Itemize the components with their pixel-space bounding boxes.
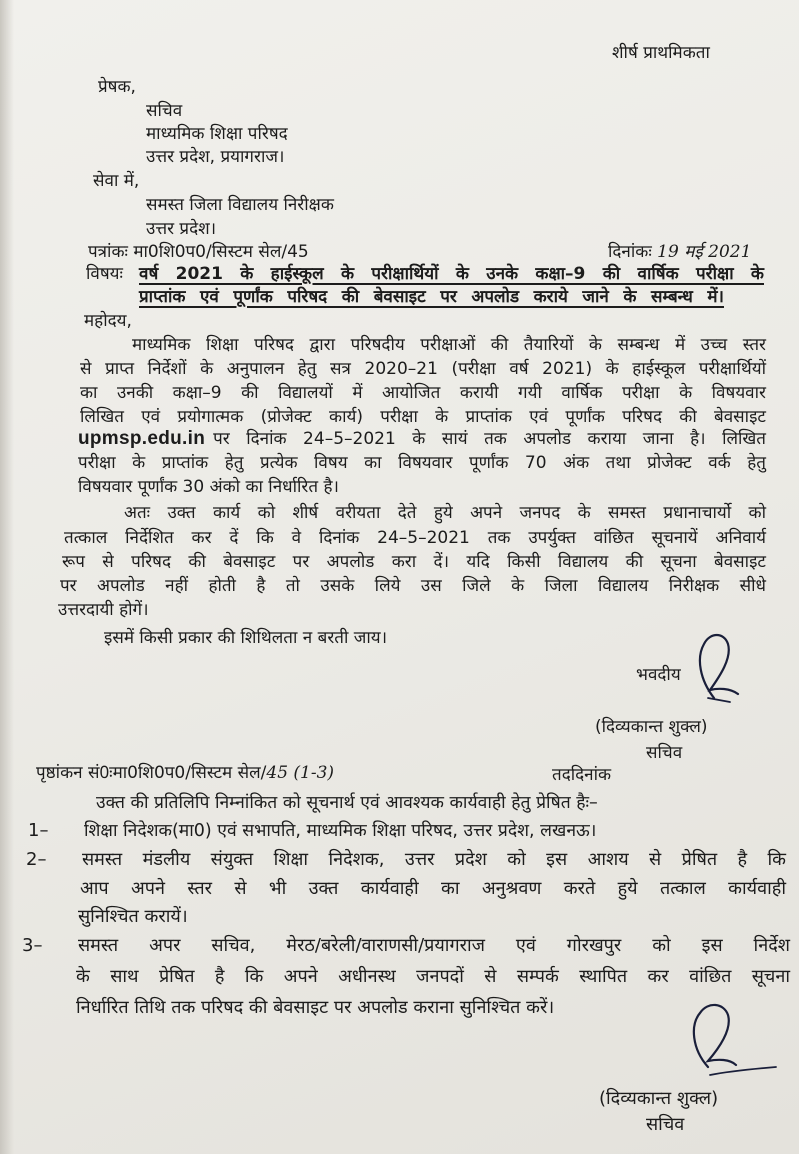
reference-label: पत्रांकः bbox=[88, 242, 128, 262]
signature-2 bbox=[680, 995, 780, 1085]
letter-date bbox=[608, 241, 751, 263]
sender-label: प्रेषक, bbox=[98, 77, 136, 97]
body-line: लिखित एवं प्रयोगात्मक (प्रोजेक्ट कार्य) परीक्षा के प्राप्तांक एवं पूर्णांक परिषद की बेवसाइट bbox=[80, 407, 766, 427]
recipient-label: सेवा में, bbox=[93, 171, 140, 191]
item-number: 3– bbox=[22, 935, 43, 956]
endorsement-intro: उक्त की प्रतिलिपि निम्नांकित को सूचनार्थ एवं आवश्यक कार्यवाही हेतु प्रेषित हैः– bbox=[96, 793, 598, 813]
subject-line: वर्ष 2021 के हाईस्कूल के परीक्षार्थियों के उनके कक्षा–9 की वार्षिक परीक्षा के bbox=[139, 264, 764, 284]
item-number: 2– bbox=[26, 849, 47, 870]
salutation: महोदय, bbox=[84, 311, 132, 331]
item-line: के साथ प्रेषित है कि अपने अधीनस्थ जनपदों से सम्पर्क स्थापित कर वांछित सूचना bbox=[76, 966, 790, 987]
endorsement-label: पृष्ठांकन सं0ःमा0शि0प0/सिस्टम सेल/ bbox=[36, 763, 267, 783]
subject-line: प्राप्तांक एवं पूर्णांक परिषद की बेवसाइट पर अपलोड कराये जाने के सम्बन्ध में। bbox=[139, 287, 724, 307]
item-line: आप अपने स्तर से भी उक्त कार्यवाही का अनुश्रवण करते हुये तत्काल कार्यवाही bbox=[80, 878, 786, 899]
priority-label: शीर्ष प्राथमिकता bbox=[612, 43, 710, 63]
endorsement-handwritten-number: 45 (1-3) bbox=[266, 763, 335, 783]
body-line: इसमें किसी प्रकार की शिथिलता न बरती जाय। bbox=[104, 628, 388, 648]
item-line: समस्त मंडलीय संयुक्त शिक्षा निदेशक, उत्तर प्रदेश को इस आशय से प्रेषित है कि bbox=[82, 849, 786, 870]
recipient-line: समस्त जिला विद्यालय निरीक्षक bbox=[146, 195, 334, 215]
sender-line: माध्यमिक शिक्षा परिषद bbox=[146, 124, 288, 144]
item-line: सुनिश्चित करायें। bbox=[78, 906, 188, 927]
signatory-title: सचिव bbox=[646, 743, 683, 763]
body-line: पर अपलोड नहीं होती है तो उसके लिये उस जिले के जिला विद्यालय निरीक्षक सीधे bbox=[60, 576, 766, 596]
website-url: upmsp.edu.in bbox=[78, 428, 206, 449]
body-line: अतः उक्त कार्य को शीर्ष वरीयता देते हुये अपने जनपद के समस्त प्रधानाचार्यो को bbox=[124, 503, 766, 523]
signature-1 bbox=[690, 628, 750, 708]
body-line: से प्राप्त निर्देशों के अनुपालन हेतु सत्र 2020–21 (परीक्षा वर्ष 2021) के हाईस्कूल परीक्षार्थियों bbox=[80, 359, 766, 379]
endorsement-ref bbox=[36, 762, 334, 784]
date-value: 19 मई 2021 bbox=[657, 242, 752, 262]
closing: भवदीय bbox=[636, 665, 681, 685]
body-line-url bbox=[78, 428, 766, 450]
item-number: 1– bbox=[28, 820, 49, 841]
signatory-name: (दिव्यकान्त शुक्ल) bbox=[599, 1088, 719, 1109]
body-line: तत्काल निर्देशित कर दें कि वे दिनांक 24–5–2021 तक उपर्युक्त वांछित सूचनायें अनिवार्य bbox=[64, 528, 766, 548]
sender-line: सचिव bbox=[146, 101, 183, 121]
item-line: समस्त अपर सचिव, मेरठ/बरेली/वाराणसी/प्रयागराज एवं गोरखपुर को इस निर्देश bbox=[78, 935, 790, 956]
reference-value: मा0शि0प0/सिस्टम सेल/45 bbox=[133, 242, 309, 262]
endorsement-date: तददिनांक bbox=[552, 765, 612, 785]
subject-label: विषयः bbox=[86, 264, 123, 284]
body-line: रूप से परिषद की बेवसाइट पर अपलोड करा दें। यदि किसी विद्यालय की सूचना बेवसाइट bbox=[62, 552, 766, 572]
body-line: उत्तरदायी होगें। bbox=[58, 600, 149, 620]
recipient-line: उत्तर प्रदेश। bbox=[146, 219, 217, 239]
date-label: दिनांकः bbox=[608, 242, 652, 262]
body-line: विषयवार पूर्णांक 30 अंको का निर्धारित है। bbox=[78, 477, 339, 497]
signatory-title: सचिव bbox=[646, 1114, 685, 1135]
signatory-name: (दिव्यकान्त शुक्ल) bbox=[595, 717, 708, 737]
reference-line bbox=[88, 241, 309, 263]
item-line: शिक्षा निदेशक(मा0) एवं सभापति, माध्यमिक शिक्षा परिषद, उत्तर प्रदेश, लखनऊ। bbox=[84, 821, 597, 841]
item-line: निर्धारित तिथि तक परिषद की बेवसाइट पर अपलोड कराना सुनिश्चित करें। bbox=[76, 997, 555, 1018]
body-line: का उनकी कक्षा–9 की विद्यालयों में आयोजित करायी गयी वार्षिक परीक्षा के विषयवार bbox=[80, 383, 766, 403]
sender-line: उत्तर प्रदेश, प्रयागराज। bbox=[146, 147, 285, 167]
body-line-tail: पर दिनांक 24–5–2021 के सायं तक अपलोड कराया जाना है। लिखित bbox=[213, 429, 766, 449]
body-line: माध्यमिक शिक्षा परिषद द्वारा परिषदीय परीक्षाओं की तैयारियों के सम्बन्ध में उच्च स्तर bbox=[132, 335, 766, 355]
body-line: परीक्षा के प्राप्तांक हेतु प्रत्येक विषय का विषयवार पूर्णांक 70 अंक तथा प्रोजेक्ट वर्क हेतु bbox=[78, 453, 766, 473]
